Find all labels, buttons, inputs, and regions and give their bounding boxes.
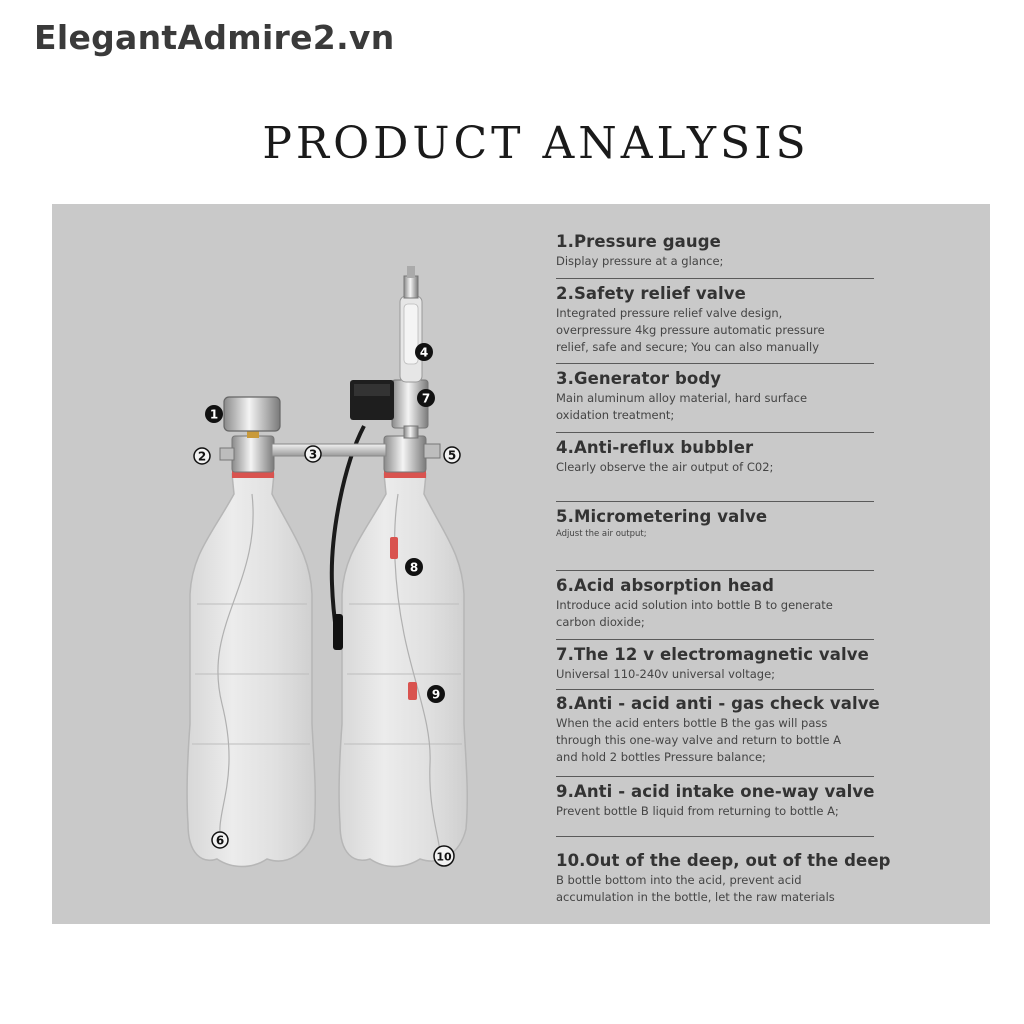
generator-body [272,444,386,456]
pressure-gauge [224,397,280,438]
cap-b [384,436,426,472]
callout-2 [194,448,210,464]
spec-anti-acid-intake-valve [556,782,928,820]
spec-desc: Clearly observe the air output of C02; [556,460,774,474]
cap-a [232,436,274,472]
callout-8 [405,558,423,576]
spec-pressure-gauge [556,232,928,270]
product-panel [52,204,990,924]
callout-10 [434,846,454,866]
callout-7 [417,389,435,407]
page-title: PRODUCT ANALYSIS [262,118,810,169]
spec-desc: Integrated pressure relief valve design, overpressure 4kg pressure automatic pressure relief, safe and secure; You can also manually [556,306,825,354]
callout-4 [415,343,433,361]
power-plug [333,614,343,650]
bottle-b [339,470,467,867]
check-valve [390,537,398,559]
spec-desc: Prevent bottle B liquid from returning to bottle A; [556,804,839,818]
spec-desc: B bottle bottom into the acid, prevent acid accumulation in the bottle, let the raw materials [556,873,835,904]
spec-generator-body [556,369,928,424]
spec-title: 9.Anti - acid intake one-way valve [556,782,875,801]
spec-title: 7.The 12 v electromagnetic valve [556,645,869,664]
svg-text:10: 10 [436,850,452,864]
spec-title: 10.Out of the deep, out of the deep [556,851,891,870]
spec-title: 6.Acid absorption head [556,576,775,595]
spec-anti-reflux-bubbler [556,438,928,476]
solenoid-valve [350,380,431,428]
spec-title: 5.Micrometering valve [556,507,768,526]
callout-3 [305,446,321,462]
divider [556,776,874,777]
spec-desc: Display pressure at a glance; [556,254,724,268]
spec-acid-absorption-head [556,576,928,631]
divider [556,689,874,690]
divider [556,570,874,571]
relief-valve [220,448,234,460]
spec-out-of-the-deep [556,851,928,906]
spec-anti-acid-check-valve [556,694,928,766]
svg-text:5: 5 [447,448,457,463]
spec-title: 1.Pressure gauge [556,232,721,251]
callout-6 [212,832,228,848]
svg-text:6: 6 [215,833,225,848]
svg-text:2: 2 [197,449,207,464]
divider [556,432,874,433]
divider [556,501,874,502]
divider [556,278,874,279]
callout-1 [205,405,223,423]
store-watermark: ElegantAdmire2.vn [34,18,395,57]
spec-desc: Introduce acid solution into bottle B to generate carbon dioxide; [556,598,833,629]
spec-micrometering-valve [556,507,928,540]
intake-valve [408,682,417,700]
divider [556,836,874,837]
spec-desc: Main aluminum alloy material, hard surface oxidation treatment; [556,391,808,422]
spec-desc: When the acid enters bottle B the gas will pass through this one-way valve and return to bottle A and hold 2 bottles Pressure balance; [556,716,841,764]
divider [556,363,874,364]
svg-text:9: 9 [431,687,441,702]
spec-title: 3.Generator body [556,369,722,388]
spec-title: 4.Anti-reflux bubbler [556,438,754,457]
spec-safety-relief-valve [556,284,928,356]
product-illustration [52,204,552,924]
spec-electromagnetic-valve [556,645,928,683]
callout-9 [427,685,445,703]
svg-text:4: 4 [419,345,429,360]
anti-reflux-bubbler [400,266,422,382]
spec-title: 2.Safety relief valve [556,284,746,303]
svg-text:3: 3 [308,447,318,462]
spec-desc: Adjust the air output; [556,529,647,539]
svg-text:7: 7 [421,391,431,406]
svg-text:8: 8 [409,560,419,575]
micrometering-valve [424,444,440,458]
callout-5 [444,447,460,463]
bottle-a [187,470,315,867]
svg-text:1: 1 [209,407,219,422]
divider [556,639,874,640]
spec-title: 8.Anti - acid anti - gas check valve [556,694,880,713]
spec-desc: Universal 110-240v universal voltage; [556,667,776,681]
